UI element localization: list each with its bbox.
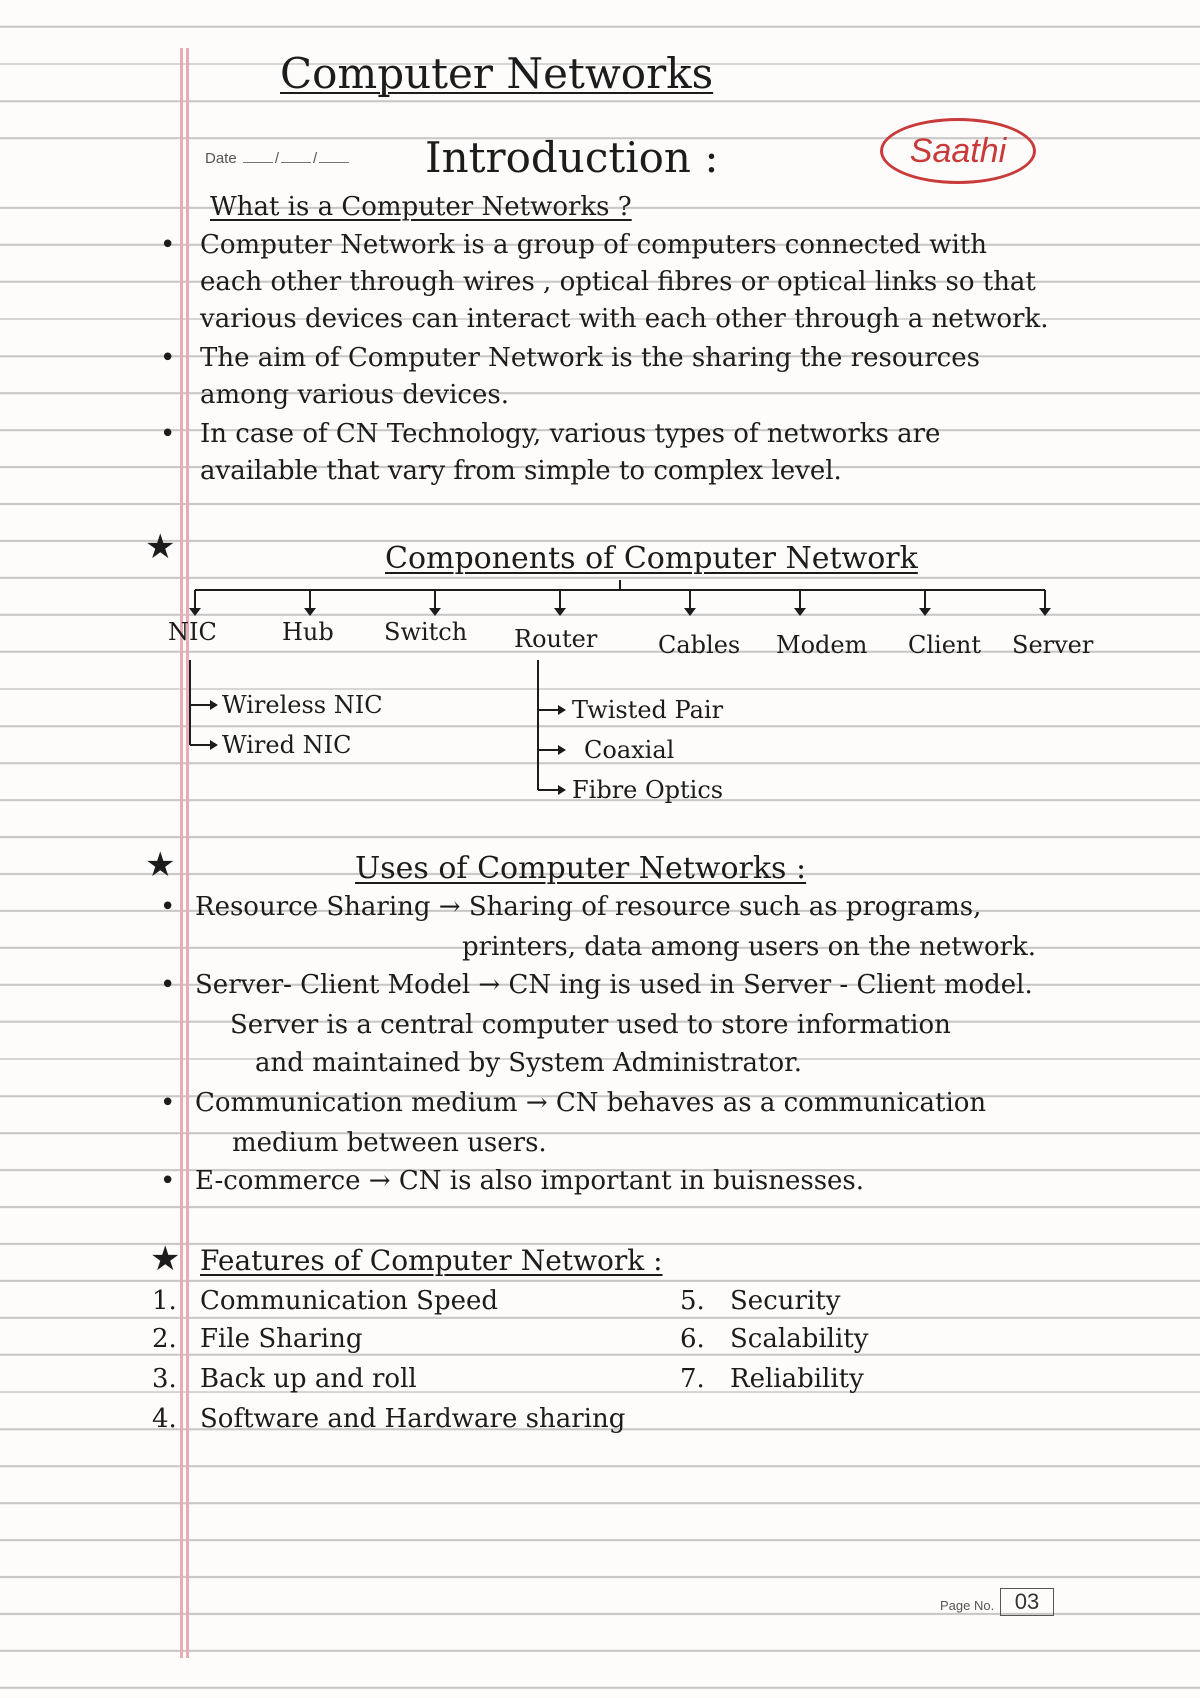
section-title: Introduction : [425, 133, 719, 182]
date-separator: / [313, 150, 318, 167]
date-label: Date [205, 150, 237, 167]
cable-type-twisted-pair: Twisted Pair [572, 696, 724, 724]
use-communication-line-1: Communication medium → CN behaves as a communication [195, 1088, 987, 1118]
page-number-label: Page No. [940, 1598, 995, 1613]
components-heading: Components of Computer Network [385, 541, 918, 576]
page-number: 03 [1000, 1588, 1054, 1616]
component-switch: Switch [384, 618, 468, 646]
feature-number: 6. [680, 1324, 705, 1354]
use-resource-sharing-line-2: printers, data among users on the network. [462, 932, 1037, 962]
feature-reliability: Reliability [730, 1364, 864, 1394]
feature-security: Security [730, 1286, 841, 1316]
features-heading: Features of Computer Network : [200, 1244, 663, 1277]
use-server-client-line-2: Server is a central computer used to store information [230, 1010, 951, 1040]
feature-number: 7. [680, 1364, 705, 1394]
star-icon: ★ [145, 845, 176, 885]
intro-bullet-2-line-2: among various devices. [200, 380, 509, 410]
use-server-client-line-1: Server- Client Model → CN ing is used in Server - Client model. [195, 970, 1033, 1000]
bullet-dot: • [160, 1088, 176, 1118]
component-cables: Cables [658, 631, 741, 659]
bullet-dot: • [160, 343, 176, 373]
intro-bullet-3-line-1: In case of CN Technology, various types of networks are [200, 419, 941, 449]
feature-communication-speed: Communication Speed [200, 1286, 499, 1316]
component-server: Server [1012, 631, 1094, 659]
use-resource-sharing-line-1: Resource Sharing → Sharing of resource such as programs, [195, 892, 982, 922]
bullet-dot: • [160, 230, 176, 260]
feature-number: 5. [680, 1286, 705, 1316]
feature-number: 1. [152, 1286, 177, 1316]
bullet-dot: • [160, 970, 176, 1000]
bullet-dot: • [160, 1166, 176, 1196]
star-icon: ★ [145, 527, 176, 567]
brand-label: Saathi [909, 131, 1007, 170]
use-ecommerce-line-1: E-commerce → CN is also important in buisnesses. [195, 1166, 865, 1196]
intro-bullet-1-line-1: Computer Network is a group of computers connected with [200, 230, 987, 260]
use-communication-line-2: medium between users. [232, 1128, 547, 1158]
feature-number: 3. [152, 1364, 177, 1394]
feature-number: 4. [152, 1404, 177, 1434]
bullet-dot: • [160, 419, 176, 449]
cable-type-fibre-optics: Fibre Optics [572, 776, 724, 804]
intro-bullet-1-line-3: various devices can interact with each other through a network. [200, 304, 1049, 334]
component-modem: Modem [776, 631, 868, 659]
component-hub: Hub [282, 618, 334, 646]
feature-file-sharing: File Sharing [200, 1324, 363, 1354]
page-title: Computer Networks [280, 49, 714, 98]
use-server-client-line-3: and maintained by System Administrator. [255, 1048, 802, 1078]
feature-software-hardware-sharing: Software and Hardware sharing [200, 1404, 626, 1434]
bullet-dot: • [160, 892, 176, 922]
feature-scalability: Scalability [730, 1324, 869, 1354]
feature-number: 2. [152, 1324, 177, 1354]
cable-type-coaxial: Coaxial [584, 736, 675, 764]
uses-heading: Uses of Computer Networks : [355, 851, 807, 886]
intro-bullet-3-line-2: available that vary from simple to complex level. [200, 456, 842, 486]
star-icon: ★ [150, 1239, 181, 1279]
intro-bullet-1-line-2: each other through wires , optical fibres or optical links so that [200, 267, 1036, 297]
component-nic: NIC [168, 618, 217, 646]
component-client: Client [908, 631, 982, 659]
date-separator: / [274, 150, 280, 167]
intro-bullet-2-line-1: The aim of Computer Network is the sharing the resources [200, 343, 980, 373]
component-router: Router [514, 625, 598, 653]
nic-type-wireless: Wireless NIC [222, 691, 383, 719]
intro-question: What is a Computer Networks ? [210, 192, 632, 222]
feature-backup-and-roll: Back up and roll [200, 1364, 417, 1394]
nic-type-wired: Wired NIC [222, 731, 352, 759]
